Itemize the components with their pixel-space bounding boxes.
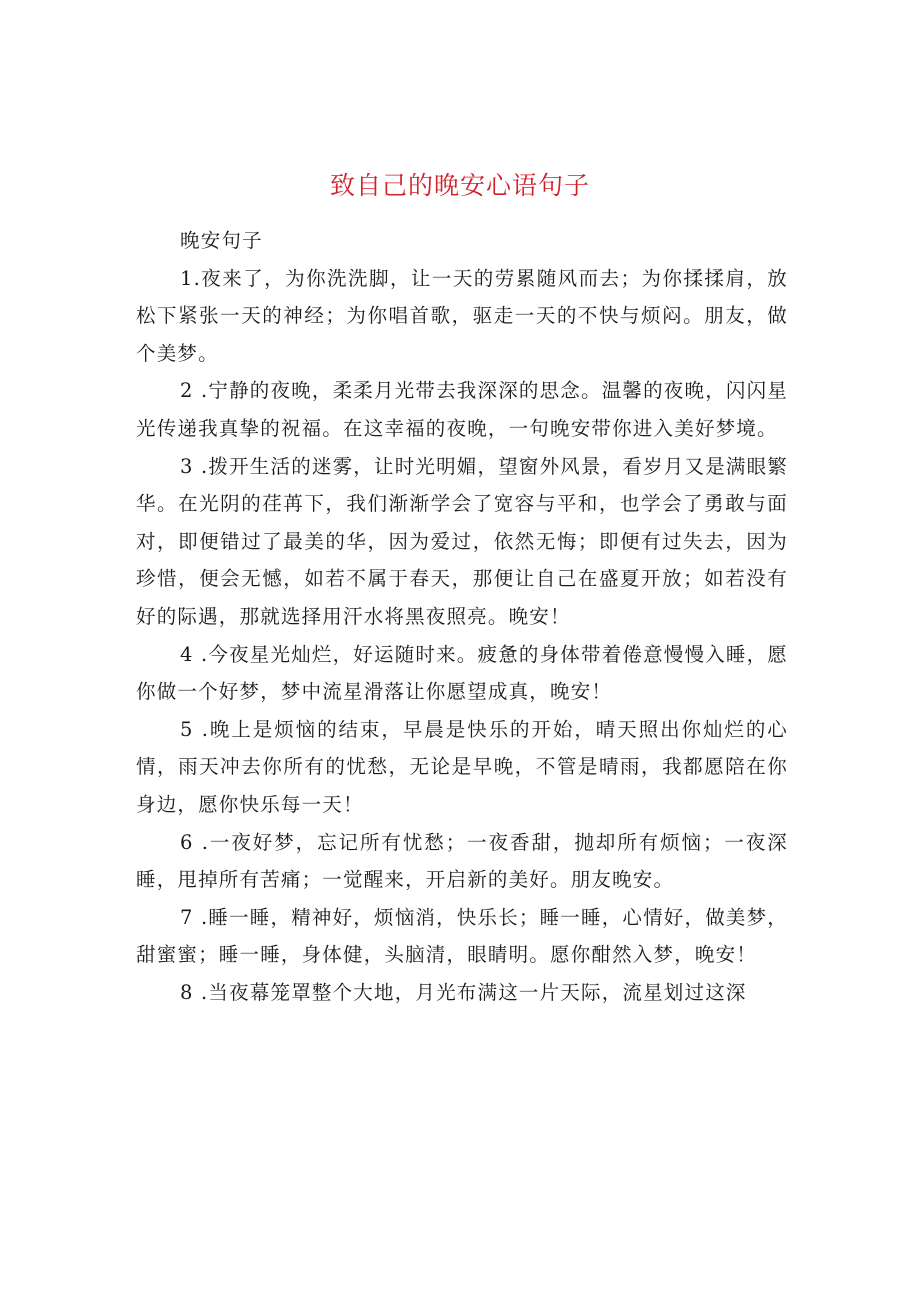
- paragraph-6: 6 .一夜好梦，忘记所有忧愁；一夜香甜，抛却所有烦恼；一夜深睡，甩掉所有苦痛；一觉醒来，开启新的美好。朋友晚安。: [136, 830, 788, 892]
- paragraph-1: 1.夜来了，为你洗洗脚，让一天的劳累随风而去；为你揉揉肩，放松下紧张一天的神经；为你唱首歌，驱走一天的不快与烦闷。朋友，做个美梦。: [136, 266, 788, 365]
- paragraph-7: 7 .睡一睡，精神好，烦恼消，快乐长；睡一睡，心情好，做美梦，甜蜜蜜；睡一睡，身体健，头脑清，眼睛明。愿你酣然入梦，晚安！: [136, 905, 789, 967]
- paragraph-4: 4 .今夜星光灿烂，好运随时来。疲惫的身体带着倦意慢慢入睡，愿你做一个好梦，梦中流星滑落让你愿望成真，晚安！: [136, 642, 789, 704]
- paragraph-2: 2 .宁静的夜晚，柔柔月光带去我深深的思念。温馨的夜晚，闪闪星光传递我真挚的祝福。在这幸福的夜晚，一句晚安带你进入美好梦境。: [136, 379, 789, 440]
- paragraph-5: 5 .晚上是烦恼的结束，早晨是快乐的开始，晴天照出你灿烂的心情，雨天冲去你所有的忧愁，无论是早晚，不管是晴雨，我都愿陪在你身边，愿你快乐每一天！: [136, 717, 788, 816]
- document-body: [136, 222, 788, 1011]
- paragraph-8: 8 .当夜幕笼罩整个大地，月光布满这一片天际，流星划过这深: [180, 980, 747, 1004]
- paragraph-3: 3 .拨开生活的迷雾，让时光明媚，望窗外风景，看岁月又是满眼繁华。在光阴的荏苒下，我们渐渐学会了宽容与平和，也学会了勇敢与面对，即便错过了最美的华，因为爱过，依然无悔；即便有过失去，因为珍惜，便会无憾，如若不属于春天，那便让自己在盛夏开放；如若没有好的际遇，那就选择用汗水将黑夜照亮。晚安！: [136, 454, 789, 628]
- section-heading: 晚安句子: [180, 229, 263, 252]
- document-title: 致自己的晚安心语句子: [329, 171, 590, 200]
